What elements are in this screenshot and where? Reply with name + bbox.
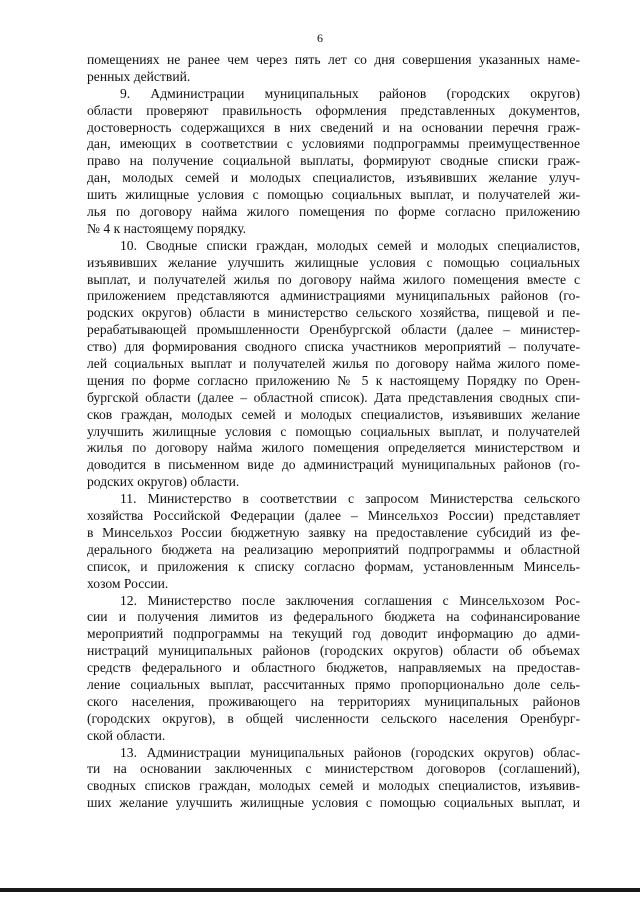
text-line: мероприятий подпрограммы на текущий год доводит информацию до адми- [87, 626, 580, 642]
paragraph-first-line: 11. Министерство в соответствии с запросом Министерства сельского [120, 491, 580, 507]
text-line: жилья по договору найма жилого помещения определяется министерством и [87, 440, 580, 456]
paragraph-first-line: 9. Администрации муниципальных районов (городских округов) [120, 85, 580, 101]
text-line: родских округов) области. [87, 474, 240, 490]
paragraph-first-line: 10. Сводные списки граждан, молодых семей и молодых специалистов, [120, 237, 580, 253]
text-line: средств федерального и областного бюджетов, направляемых на предостав- [87, 660, 580, 676]
text-line: ших желание улучшить жилищные условия с помощью социальных выплат, и [87, 795, 580, 811]
text-line: дерального бюджета на реализацию мероприятий подпрограммы и областной [87, 541, 580, 557]
document-body-text [87, 52, 580, 812]
text-line: шить жилищные условия с помощью социальных выплат, и получателей жи- [87, 187, 580, 203]
text-line: в Минсельхоз России бюджетную заявку на предоставление субсидий из фе- [87, 524, 580, 540]
text-line: ти на основании заключенных с министерством договоров (соглашений), [87, 761, 580, 777]
text-line: приложением представляются администрациями муниципальных районов (го- [87, 288, 580, 304]
text-line: (городских округов), в общей численности сельского населения Оренбург- [87, 710, 580, 726]
text-line: улучшить жилищные условия с помощью социальных выплат, и получателей [87, 423, 580, 439]
text-line: области проверяют правильность оформления представленных документов, [87, 102, 580, 118]
text-line: ской области. [87, 727, 166, 743]
text-line: дан, молодых семей и молодых специалистов, изъявивших желание улуч- [87, 170, 580, 186]
text-line: сводных списков граждан, молодых семей и молодых специалистов, изъявив- [87, 778, 580, 794]
text-line: ство) для формирования сводного списка участников мероприятий – получате- [87, 339, 580, 355]
page-number: 6 [317, 31, 323, 45]
text-line: помещениях не ранее чем через пять лет со дня совершения указанных наме- [87, 52, 580, 67]
text-line: ского населения, проживающего на территориях муниципальных районов [87, 693, 580, 709]
text-line: лей социальных выплат и получателей жилья по договору найма жилого поме- [87, 356, 580, 372]
paragraph-first-line: 13. Администрации муниципальных районов (городских округов) облас- [120, 744, 580, 760]
text-line: доводится в письменном виде до администраций муниципальных районов (го- [87, 457, 580, 473]
text-line: нистраций муниципальных районов (городских округов) области об объемах [87, 643, 580, 659]
text-line: рерабатывающей промышленности Оренбургской области (далее – министер- [87, 322, 580, 338]
text-line: хозяйства Российской Федерации (далее – Минсельхоз России) представляет [87, 508, 580, 524]
text-line: право на получение социальной выплаты, формируют сводные списки граж- [87, 153, 580, 169]
text-line: родских округов) области в министерство сельского хозяйства, пищевой и пе- [87, 305, 580, 321]
text-line: лья по договору найма жилого помещения по форме согласно приложению [87, 204, 580, 220]
bottom-border-rule [0, 888, 640, 892]
text-line: ление социальных выплат, рассчитанных прямо пропорционально доле сель- [87, 676, 580, 692]
text-line: № 4 к настоящему порядку. [87, 220, 247, 236]
text-line: щения по форме согласно приложению № 5 к настоящему Порядку по Орен- [87, 372, 580, 388]
text-line: изъявивших желание улучшить жилищные условия с помощью социальных [87, 254, 580, 270]
text-line: сии и получения лимитов из федерального бюджета на софинансирование [87, 609, 580, 625]
text-line: хозом России. [87, 575, 169, 591]
text-line: список, и приложения к списку согласно формам, установленным Минсель- [87, 558, 580, 574]
text-line: сков граждан, молодых семей и молодых специалистов, изъявивших желание [87, 406, 580, 422]
text-line: выплат, и получателей жилья по договору найма жилого помещения вместе с [87, 271, 580, 287]
text-line: ренных действий. [87, 68, 191, 84]
text-line: достоверность содержащихся в них сведений и на основании перечня граж- [87, 119, 580, 135]
text-line: бургской области (далее – областной список). Дата представления сводных спи- [87, 389, 580, 405]
paragraph-first-line: 12. Министерство после заключения соглашения с Минсельхозом Рос- [120, 592, 580, 608]
text-line: дан, имеющих в соответствии с условиями подпрограммы преимущественное [87, 136, 580, 152]
